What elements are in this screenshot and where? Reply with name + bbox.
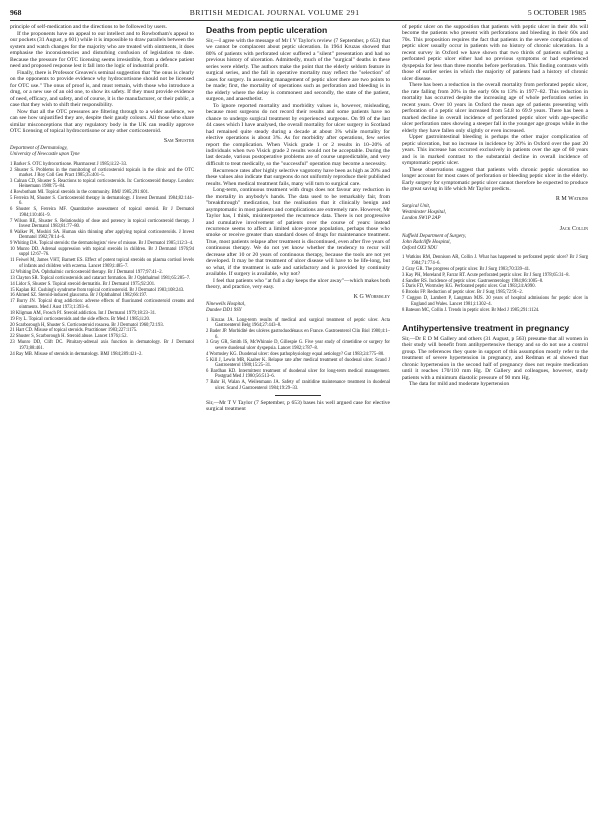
column-3 bbox=[402, 24, 588, 388]
reference-item: 15 Kaplan RJ. Cushing's syndrome from topical corticosteroid. Br J Dermatol 1983;108:243. bbox=[10, 287, 185, 293]
author-affiliation: Department of Dermatology, University of Newcastle upon Tyne bbox=[10, 146, 80, 157]
reference-item: 11 Feiwel M, James VHT, Barnett ES. Effect of potent topical steroids on plasma cortisol levels of infants and children with eczema. Lancet 1969;i:485–7. bbox=[10, 258, 194, 269]
paragraph: Sir,—Dr E D M Gallery and others (31 August, p 563) presume that all women in their study will benefit from antihypertensive therapy and so do not use a control group. The references they quote in support of this assumption mostly refer to the treatment of severe hypertension in pregnancy, and Redman et al showed that chronic hypertension in the second half of pregnancy does not require medication until it reaches 170/110 mm Hg. Dr Gallery and colleagues, however, study patients with a minimum diastolic pressure of 90 mm Hg. bbox=[402, 335, 588, 381]
paragraph: If the proponents have an appeal to our intellect and to Rowbotham's appeal to our pockets (31 August, p 601) while it is impossible to draw parallels between the system and watch changes for the majority who are treated with ointments, it does emphasise the inconsistencies and disturbing confusion of legislation to date. Because the pressure for OTC licensing seems irresistible, from a defence patient need and proposed response lest it fall into the logic of industrial profit. bbox=[10, 30, 194, 70]
reference-item: 6 Bardhan KD. Intermittent treatment of duodenal ulcer for long-term medical management. Postgrad Med J 1980;56:513–6. bbox=[206, 368, 390, 380]
reference-item: 5 Daris FD, Wormsley KG. Perforated peptic ulcer. Gut 1983;24:A990. bbox=[402, 284, 536, 290]
reference-item: 3 Gray GR, Smith IS, McWhinnie D, Gillespie G. Five year study of cimetidine or surgery for severe duodenal ulcer dyspepsia. Lancet 1982;i:787–8. bbox=[206, 340, 390, 351]
journal-title: BRITISH MEDICAL JOURNAL VOLUME 291 bbox=[189, 8, 360, 17]
reference-list bbox=[402, 255, 588, 313]
paragraph: There has been a reduction in the overall mortality from perforated peptic ulcer, the rate falling from 20% in the early 60s to 13% in 1977–82. This reduction in mortality has occurred despite the increasing age of whole perforation series in recent years. Over 10 years in Oxford the mean age of patients presenting with perforation of a peptic ulcer increased from 54.8 to 69.9 years. There has been a marked decline in overall incidence of perforated peptic ulcer with age-specific ulcer perforation rates showing a steeper fall in the younger age groups while in the elderly they have fallen only slightly or even increased. bbox=[402, 82, 588, 134]
reference-item: 1 Barker S. OTC hydrocortisone. Pharmaceut J 1985;ii:22–33. bbox=[10, 161, 128, 167]
reference-item: 13 Clayton SR. Topical corticosteroids and cataract formation. Br J Ophthalmol 1981;65:285–7. bbox=[10, 275, 191, 281]
reference-item: 22 Shuster S, Scarborough H. Steroid abuse. Lancet 1976;i:52. bbox=[10, 334, 128, 340]
reference-item: 2 Gray GR. The progress of peptic ulcer. Br J Surg 1983;70:339–41. bbox=[402, 266, 531, 272]
reference-item: 8 Walker PI, Moshiri SA. Human skin thinning after applying topical corticosteroids. J Invest Dermatol 1982;78:14–6. bbox=[10, 229, 194, 241]
reference-item: 4 Sandler RS. Incidence of peptic ulcer. Gastroenterology 1984;86:1005–8. bbox=[402, 278, 544, 284]
letter-body bbox=[206, 38, 390, 291]
reference-item: 21 Hart CD. Misuse of topical steroids. Practitioner 1983;227:1175. bbox=[10, 328, 138, 334]
author-signature: Sam Shuster bbox=[163, 137, 194, 144]
reference-item: 18 Kligman AM, Frosch PJ. Steroid addiction. Int J Dermatol 1979;18:23–31. bbox=[10, 310, 157, 316]
page-header bbox=[10, 8, 586, 20]
reference-item: 12 Whiting DA. Ophthalmic corticosteroid therapy. Br J Dermatol 1977;97:41–2. bbox=[10, 269, 163, 275]
paragraph: of peptic ulcer on the supposition that patients with peptic ulcer in their 40s will become the patients who present with perforations and bleeding in their 60s and 70s. This proposition requires the fact that patients in the severe complications of peptic ulcer usually occur in patients with no history of chronic ulceration. In a recent survey in Oxford we have shown that two thirds of patients suffering a perforated peptic ulcer either had no previous symptoms or had experienced dyspepsia for less than three months before perforation. This finding contrasts with those of earlier series in which the majority of patients had a history of chronic ulcer disease. bbox=[402, 24, 588, 82]
reference-item: 10 Munro DD. Adrenal suppression with topical steroids in children. Br J Dermatol 1976;94 suppl 12:67–76. bbox=[10, 247, 194, 258]
reference-item: 14 Lidor S, Shuster S. Topical steroid dermatitis. Br J Dermatol 1975;92:201. bbox=[10, 281, 156, 287]
reference-item: 5 Kill J, Lewin MR, Kaaber K. Relapse rate after medical treatment of duodenal ulcer. Scand J Gastroenterol 1980;15:25–31. bbox=[206, 357, 390, 369]
reference-item: 16 Ahmed SZ. Steroid-induced glaucoma. Br J Ophthalmol 1982;66:197. bbox=[10, 293, 148, 299]
reference-item: 6 Shuster S, Ferreira MF. Quantitative assessment of topical steroid. Br J Dermatol 1984;110:461–9. bbox=[10, 207, 194, 218]
column-1 bbox=[10, 24, 194, 358]
page-number: 968 bbox=[10, 8, 22, 17]
paragraph: Finally, there is Professor Greaves's seminal suggestion that "the onus is clearly on the opponents to provide evidence why hydrocortisone should not be licensed for OTC use." The onus of proof is, and must remain, with those who introduce a drug, or a new use of an old one, to show its safety. If they must provide evidence of need, efficacy, and safety, and of course, it is the manufacturer, or their public, a case that they wish to shift their responsibility. bbox=[10, 69, 194, 109]
reference-item: 3 Calnan CD, Shuster S. Reactions to topical corticosteroids. In: Corticosteroid therapy. London: Heinemann 1980:75–84. bbox=[10, 178, 194, 190]
paragraph: The data for mild and moderate hypertension bbox=[409, 381, 510, 388]
reference-item: 24 Ray MB. Misuse of steroids in dermatology. BMJ 1984;289:421–2. bbox=[10, 351, 143, 357]
reference-item: 17 Burry JN. Topical drug addiction: adverse effects of fluorinated corticosteroid creams and ointments. Med J Aust 1973;1:393–6. bbox=[10, 299, 194, 310]
author-affiliation: Ninewells Hospital, Dundee DD1 9SY bbox=[206, 302, 246, 314]
author-signature: K G Wormsley bbox=[353, 293, 390, 300]
reference-item: 8 Bateson MC, Collin J. Trends in peptic ulcer. Br Med J 1985;291:1124. bbox=[402, 307, 540, 313]
reference-item: 1 Watkins RM, Dennison AR, Collin J. What has happened to perforated peptic ulcer? Br J Surg 1984;71:774–6. bbox=[402, 255, 588, 266]
reference-item: 4 Rowbotham MI. Topical steroids in the community. BMJ 1985;291:601. bbox=[10, 190, 150, 196]
reference-item: 4 Wormsley KG. Duodenal ulcer: does pathophysiology equal aetiology? Gut 1983;24:775–80. bbox=[206, 351, 385, 357]
reference-item: 23 Munro DD, Clift DC. Pituitary-adrenal axis function in dermatology. Br J Dermatol 1973;88:461. bbox=[10, 340, 194, 351]
reference-item: 2 Bader JP. Morbidité des ulcères gastroduodénaux en France. Gastroenterol Clin Biol 1980;4:1–6. bbox=[206, 329, 390, 340]
paragraph: Sir,—I agree with the message of Mr I V Taylor's review (7 September, p 653) that we cannot be complacent about peptic ulceration. In 1964 Kruzas showed that 80% of patients with perforated ulcer suffered a "silent" presentation and had no previous history of ulceration. Admittedly, much of the "surgical" deaths in these series were elderly. The authors make the point that the elderly seldom feature in surgical series, and the fall in operative mortality may reflect the "selection" of cases for surgery. In assessing management of peptic ulcer there are two points to be made; first, the mortality of operations such as perforation and bleeding is in the elderly where the delay is commonest and secondly, the state of the patient, surgeon, and anaesthetist. bbox=[206, 38, 390, 103]
paragraph: I feel that patients who "at full a day keeps the ulcer away"—which makes both theory, and practice, very easy. bbox=[206, 277, 390, 291]
paragraph: Long-term, continuous treatment with drugs does not favour any reduction in the mortality in anybody's hands. The data used to be remarkably fair, from "breakthrough" medication, but the realisation that it clinically benign and asymptomatic in most patients and complications are extremely rare. However, Mr Taylor has, I think, misinterpreted the recurrence data. There is not progressive and cumulative involvement of patients over the course of years: instead recurrence seems to affect a limited ulcer-prone population, perhaps those who smoke or receive greater than standard doses of drugs for maintenance treatment. True, most patients relapse after treatment is discontinued, even after five years of continuous therapy. We do not yet know whether the tendency to recur will decrease after 10 or 20 years of continuous therapy, because the tools are not yet developed. It may be that treatment of ulcer disease will have to be life-long, but so what, if the treatment is safe and satisfactory and is provided by continuity available. If surgery is available, why not? bbox=[206, 187, 390, 278]
reference-item: 20 Scarborough H, Shuster S. Corticosteroid rosacea. Br J Dermatol 1960;72:193. bbox=[10, 322, 164, 328]
author-signature: Jack Collin bbox=[559, 225, 588, 232]
reference-item: 6 Brooks FP. Reduction of peptic ulcer. Br J Surg 1985;72:91–2. bbox=[402, 290, 523, 296]
paragraph: principle of self-medication and the directions to be followed by users. bbox=[10, 24, 167, 30]
column-2 bbox=[206, 24, 390, 413]
author-signature: R M Watkins bbox=[555, 195, 588, 202]
letter-body bbox=[402, 24, 588, 193]
reference-item: 19 Fry L. Topical corticosteroids and the side effects. Br Med J 1985;ii:20. bbox=[10, 316, 150, 322]
paragraph: To ignore reported mortality and morbidity values is, however, misleading, because most surgeons do not record their results and some patients have no chance to undergo surgical treatment by experienced surgeons. On 99 of the last 44 cases which I have analysed, the overall mortality for ulcer surgery in Scotland had remained quite steady during a decade at about 3% while mortality for elective operations is about 3%. As for morbidity after operations, few series report the complication. When Visick grade 1 or 2 results in 10–20% of individuals when two Visick grade 2 results would not be acceptable. During the last decade, various postoperative problems are of course unpredictable, and very difficult to treat medically, so the "successful" operation may become a necessity. bbox=[206, 102, 390, 167]
paragraph: Sir,—Mr T V Taylor (7 September, p 653) bases his well argued case for elective surgical treatment bbox=[206, 399, 390, 413]
letter-body bbox=[10, 24, 194, 135]
reference-item: 1 Kruzas JA. Long-term results of medical and surgical treatment of peptic ulcer. Acta Gastroenterol Belg 1964;27:443–8. bbox=[206, 317, 390, 329]
section-divider bbox=[275, 395, 321, 396]
reference-item: 5 Ferreira M, Shuster S. Corticosteroid therapy in dermatology. J Invest Dermatol 1984;82:144–6. bbox=[10, 196, 194, 207]
reference-item: 3 Kay PH, Moreland P, Farrar RT. Acute perforated peptic ulcer. Br J Surg 1978;65:31–8. bbox=[402, 272, 570, 278]
reference-item: 9 Whiting DA. Topical steroids: the dermatologists' view of misuse. Br J Dermatol 1985;112:3–4. bbox=[10, 241, 194, 247]
reference-item: 2 Shuster S. Problems in the monitoring of corticosteroid topicals in the clinic and the OTC market. J Roy Coll Gen Pract 1985;35:401–5. bbox=[10, 167, 194, 178]
article-heading: Deaths from peptic ulceration bbox=[206, 25, 328, 35]
author-affiliation: Nuffield Department of Surgery, John Radcliffe Hospital, Oxford OX3 9DU bbox=[402, 233, 467, 251]
reference-list bbox=[206, 318, 390, 391]
letter-body bbox=[402, 336, 588, 388]
reference-list bbox=[10, 162, 194, 357]
paragraph: Now that all the OTC pressures are filtering through to a wider audience, we can see how unjustified they are, despite their gaudy colours. All those who share similar misconceptions that any regulatory body in the UK can readily approve OTC licensing of topical hydrocortisone or any other corticosteroid. bbox=[10, 108, 194, 135]
paragraph: These observations suggest that patients with chronic peptic ulceration no longer account for most cases of perforation or bleeding peptic ulcer in the elderly. Early surgery for symptomatic peptic ulcer cannot therefore be expected to produce the great saving in life which Mr Taylor predicts. bbox=[402, 166, 588, 193]
article-heading: Antihypertensive treatment in pregnancy bbox=[402, 322, 570, 333]
paragraph: Upper gastrointestinal bleeding is perhaps the other major complication of peptic ulceration, but no increase in incidence by 20% in Oxford over the past 20 years. This increase has occurred exclusively in patients over the age of 60 years and is in marked contrast to the substantial decline in overall incidence of symptomatic peptic ulcer. bbox=[402, 134, 588, 167]
reference-item: 7 Wilson RE, Shuster S. Relationship of dose and potency in topical corticosteroid therapy. J Invest Dermatol 1983;81:77–80. bbox=[10, 218, 194, 229]
paragraph: Recurrence rates after highly selective vagotomy have been as high as 20% and these values also indicate that surgeons do not uniformly reproduce their published results. When medical treatment fails, many will turn to surgical care. bbox=[206, 167, 390, 187]
header-rule bbox=[10, 20, 586, 21]
reference-item: 7 Bahr H, Walan A, Weilenmann JA. Safety of ranitidine maintenance treatment in duodenal ulcer. Scand J Gastroenterol 1984;19:29–33. bbox=[206, 380, 390, 391]
author-affiliation: Surgical Unit, Westminster Hospital, London SW1P 2AP bbox=[402, 204, 446, 221]
issue-date: 5 OCTOBER 1985 bbox=[527, 8, 586, 17]
reference-item: 7 Coggon D, Lambert P, Langman MJS. 20 years of hospital admissions for peptic ulcer in England and Wales. Lancet 1981;i:1302–4. bbox=[402, 296, 588, 307]
